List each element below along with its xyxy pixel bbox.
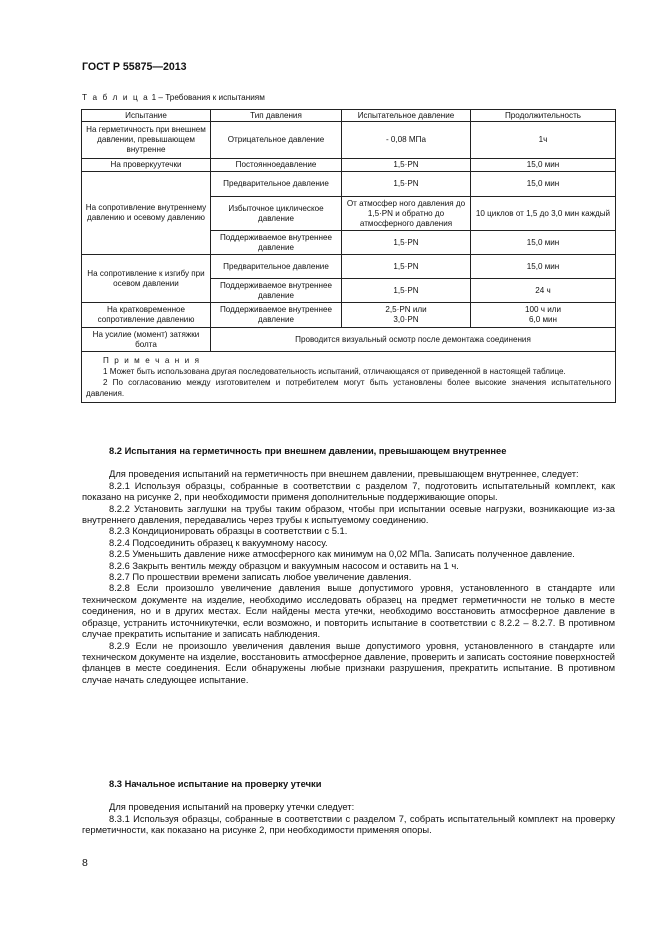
cell-pressure-type: Поддерживаемое внутреннее давление <box>211 279 342 303</box>
table-row <box>82 122 616 159</box>
cell-line: 6,0 мин <box>528 315 558 324</box>
paragraph: Для проведения испытаний на проверку утечки следует: <box>109 802 355 813</box>
table-row <box>82 159 616 172</box>
cell-test-pressure: 1,5·PN <box>342 172 471 197</box>
table-row <box>82 303 616 328</box>
cell-line: 2,5·PN или <box>385 305 427 314</box>
note-item: 1 Может быть использована другая последовательность испытаний, отличающаяся от приведенной в настоящей таблице. <box>103 367 566 376</box>
table-notes <box>82 352 616 403</box>
cell-line: 100 ч или <box>525 305 561 314</box>
paragraph: Для проведения испытаний на герметичность при внешнем давлении, превышающем внутреннее, следует: <box>109 469 579 480</box>
cell-test-pressure: 1,5·PN <box>342 231 471 255</box>
paragraph: 8.3.1 Используя образцы, собранные в соответствии с разделом 7, собрать испытательный комплект на проверку герметичности, как показано на рисунке 2, при необходимости применяя опоры. <box>82 813 615 836</box>
table-caption-prefix: Т а б л и ц а <box>82 93 150 102</box>
requirements-table <box>81 109 616 403</box>
cell-merged-note: Проводится визуальный осмотр после демонтажа соединения <box>211 328 616 352</box>
cell-test-pressure: 1,5·PN <box>342 279 471 303</box>
paragraph: 8.2.7 По прошествии времени записать любое увеличение давления. <box>109 572 412 583</box>
page-number: 8 <box>82 857 88 869</box>
cell-test: На проверкуутечки <box>82 159 211 172</box>
column-header-test-pressure: Испытательное давление <box>342 110 471 122</box>
note-item: 2 По согласованию между изготовителем и потребителем могут быть установлены более высокие значения испытательного давления. <box>86 378 611 398</box>
cell-test-pressure: 1,5·PN <box>342 255 471 279</box>
cell-test: На герметичность при внешнем давлении, превышающем внутренне <box>82 122 211 159</box>
table-row <box>82 172 616 197</box>
paragraph: 8.2.3 Кондиционировать образцы в соответствии с 5.1. <box>109 526 348 537</box>
paragraph: 8.2.1 Используя образцы, собранные в соответствии с разделом 7, подготовить испытательный комплект, как показано на рисунке 2, при необходимости применя дополнительные поддерживающие опоры. <box>82 480 615 503</box>
cell-test-pressure: 1,5·PN <box>342 159 471 172</box>
table-header-row <box>82 110 616 122</box>
notes-row <box>82 352 616 403</box>
cell-duration: 15,0 мин <box>471 159 616 172</box>
cell-duration: 24 ч <box>471 279 616 303</box>
cell-test: На кратковременное сопротивление давлению <box>82 303 211 328</box>
column-header-duration: Продолжительность <box>471 110 616 122</box>
cell-duration: 1ч <box>471 122 616 159</box>
paragraph: 8.2.9 Если не произошло увеличения давления выше допустимого уровня, установленного в стандарте или техническом документе на изделие, восстановить атмосферное давление, проверить и записать состояние поверхностей фланцев в месте соединения. Если обнаружены любые признаки разрушения, прекратить испытание. В противном случае начать следующее испытание. <box>82 640 615 685</box>
cell-duration: 15,0 мин <box>471 172 616 197</box>
section-8-3 <box>82 779 615 837</box>
cell-test: На сопротивление к изгибу при осевом давлении <box>82 255 211 303</box>
cell-line: 3,0·PN <box>393 315 419 324</box>
column-header-test: Испытание <box>82 110 211 122</box>
cell-pressure-type: Поддерживаемое внутреннее давление <box>211 303 342 328</box>
cell-pressure-type: Избыточное циклическое давление <box>211 197 342 231</box>
paragraph: 8.2.6 Закрыть вентиль между образцом и вакуумным насосом и оставить на 1 ч. <box>109 560 459 571</box>
section-8-2 <box>82 446 615 686</box>
section-heading: 8.2 Испытания на герметичность при внешнем давлении, превышающем внутреннее <box>109 446 507 456</box>
notes-title: П р и м е ч а н и я <box>103 356 201 365</box>
cell-test-pressure: - 0,08 МПа <box>342 122 471 159</box>
paragraph: 8.2.5 Уменьшить давление ниже атмосферного как минимум на 0,02 МПа. Записать полученное давление. <box>109 549 575 560</box>
table-row <box>82 255 616 279</box>
document-code: ГОСТ Р 55875—2013 <box>82 61 187 73</box>
cell-pressure-type: Предварительное давление <box>211 255 342 279</box>
cell-pressure-type: Поддерживаемое внутреннее давление <box>211 231 342 255</box>
cell-test: На усилие (момент) затяжки болта <box>82 328 211 352</box>
cell-test-pressure: От атмосфер ного давления до 1,5·PN и обратно до атмосферного давления <box>342 197 471 231</box>
paragraph: 8.2.4 Подсоединить образец к вакуумному насосу. <box>109 537 328 548</box>
table-caption <box>82 93 265 102</box>
cell-duration: 15,0 мин <box>471 255 616 279</box>
cell-duration: 15,0 мин <box>471 231 616 255</box>
column-header-pressure-type: Тип давления <box>211 110 342 122</box>
cell-pressure-type: Постоянноедавление <box>211 159 342 172</box>
cell-pressure-type: Предварительное давление <box>211 172 342 197</box>
cell-duration <box>471 303 616 328</box>
cell-duration: 10 циклов от 1,5 до 3,0 мин каждый <box>471 197 616 231</box>
section-heading: 8.3 Начальное испытание на проверку утечки <box>109 779 322 789</box>
paragraph: 8.2.8 Если произошло увеличение давления выше допустимого уровня, установленного в стандарте или техническом документе на изделие, необходимо исследовать образец на предмет герметичности не только в месте соединения, но и в других местах. Если найдены места утечки, необходимо восстановить атмосферное давление в образце, устранить источникутечки, если возможно, и повторить испытание в соответствии с 8.2.2 – 8.2.7. В противном случае прекратить испытание и записать наблюдения. <box>82 583 615 640</box>
cell-test: На сопротивление внутреннему давлению и осевому давлению <box>82 172 211 255</box>
paragraph: 8.2.2 Установить заглушки на трубы таким образом, чтобы при испытании осевые нагрузки, возникающие из-за внутреннего давления, передавались через трубы к испытуемому соединению. <box>82 503 615 526</box>
table-caption-text: 1 – Требования к испытаниям <box>149 93 265 102</box>
cell-test-pressure <box>342 303 471 328</box>
table-row <box>82 328 616 352</box>
cell-pressure-type: Отрицательное давление <box>211 122 342 159</box>
